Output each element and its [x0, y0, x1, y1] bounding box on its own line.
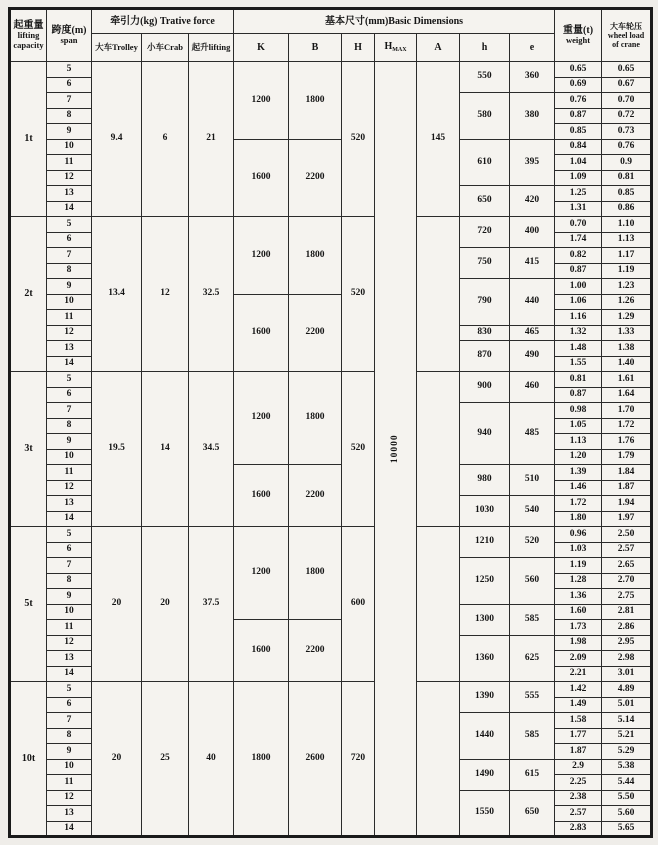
capacity-header-en1: lifting: [17, 30, 40, 41]
dim-K-cell: 1600: [234, 139, 289, 217]
lifting-force-cell: 40: [189, 682, 234, 837]
weight-cell: 1.19: [555, 558, 602, 574]
dim-h-cell: 720: [460, 217, 510, 248]
dim-H-cell: 600: [342, 527, 375, 682]
wheel-load-cell: 2.95: [602, 635, 652, 651]
wheel-load-cell: 2.50: [602, 527, 652, 543]
dim-B-cell: 1800: [289, 372, 342, 465]
wheel-load-cell: 2.70: [602, 573, 652, 589]
dim-K-cell: 1800: [234, 682, 289, 837]
weight-cell: 1.31: [555, 201, 602, 217]
dim-H-cell: 520: [342, 62, 375, 217]
wheel-load-cell: 1.61: [602, 372, 652, 388]
dim-B-cell: 1800: [289, 62, 342, 140]
weight-cell: 1.49: [555, 697, 602, 713]
dim-e-cell: 625: [510, 635, 555, 682]
wheel-load-cell: 1.10: [602, 217, 652, 233]
span-cell: 11: [47, 465, 92, 481]
dim-h-cell: 610: [460, 139, 510, 186]
dim-h-cell: 1360: [460, 635, 510, 682]
dim-h-cell: 980: [460, 465, 510, 496]
wheel-load-cell: 1.87: [602, 480, 652, 496]
col-header-H: H: [342, 34, 375, 62]
lifting-force-cell: 37.5: [189, 527, 234, 682]
table-body: [10, 62, 652, 837]
wheel-load-cell: 5.50: [602, 790, 652, 806]
weight-cell: 2.09: [555, 651, 602, 667]
weight-cell: 1.73: [555, 620, 602, 636]
dim-h-cell: 870: [460, 341, 510, 372]
span-cell: 9: [47, 589, 92, 605]
dim-e-cell: 395: [510, 139, 555, 186]
dim-h-cell: 1550: [460, 790, 510, 837]
wheel-load-cell: 0.67: [602, 77, 652, 93]
dim-e-cell: 510: [510, 465, 555, 496]
crab-force-cell: 20: [142, 527, 189, 682]
wheel-load-cell: 1.94: [602, 496, 652, 512]
wheel-load-cell: 0.76: [602, 139, 652, 155]
span-cell: 14: [47, 356, 92, 372]
dim-e-cell: 490: [510, 341, 555, 372]
span-cell: 11: [47, 620, 92, 636]
span-cell: 9: [47, 744, 92, 760]
weight-header-zh: 重量(t): [563, 24, 594, 36]
capacity-cell: 2t: [10, 217, 47, 372]
dim-B-cell: 1800: [289, 217, 342, 295]
col-header-span: [47, 9, 92, 62]
weight-cell: 2.25: [555, 775, 602, 791]
wheel-load-cell: 2.86: [602, 620, 652, 636]
dim-A-cell: [417, 217, 460, 372]
span-cell: 7: [47, 248, 92, 264]
crab-force-cell: 6: [142, 62, 189, 217]
col-header-crab: 小车Crab: [142, 34, 189, 62]
dim-K-cell: 1600: [234, 465, 289, 527]
wheel-load-cell: 1.33: [602, 325, 652, 341]
dim-H-cell: 520: [342, 217, 375, 372]
dim-A-cell: [417, 527, 460, 682]
dim-K-cell: 1200: [234, 372, 289, 465]
wheel-load-cell: 2.81: [602, 604, 652, 620]
wheel-load-cell: 1.17: [602, 248, 652, 264]
table-header: [10, 9, 652, 62]
weight-cell: 2.38: [555, 790, 602, 806]
span-cell: 14: [47, 666, 92, 682]
span-cell: 5: [47, 372, 92, 388]
dim-h-cell: 650: [460, 186, 510, 217]
dim-h-cell: 580: [460, 93, 510, 140]
span-cell: 5: [47, 62, 92, 78]
dim-e-cell: 400: [510, 217, 555, 248]
span-cell: 10: [47, 604, 92, 620]
lifting-force-cell: 21: [189, 62, 234, 217]
dim-e-cell: 650: [510, 790, 555, 837]
weight-cell: 1.09: [555, 170, 602, 186]
wheel-load-cell: 5.44: [602, 775, 652, 791]
weight-cell: 1.60: [555, 604, 602, 620]
span-cell: 8: [47, 263, 92, 279]
weight-cell: 0.87: [555, 108, 602, 124]
weight-cell: 0.82: [555, 248, 602, 264]
table-row: [10, 527, 652, 543]
wheel-load-cell: 1.29: [602, 310, 652, 326]
span-cell: 6: [47, 387, 92, 403]
dim-B-cell: 1800: [289, 527, 342, 620]
crab-force-cell: 14: [142, 372, 189, 527]
dim-B-cell: 2200: [289, 139, 342, 217]
wheel-load-cell: 1.38: [602, 341, 652, 357]
span-cell: 14: [47, 821, 92, 837]
dim-H-cell: 720: [342, 682, 375, 837]
span-cell: 12: [47, 170, 92, 186]
dim-K-cell: 1200: [234, 62, 289, 140]
wheel-load-cell: 1.72: [602, 418, 652, 434]
col-header-h: h: [460, 34, 510, 62]
wheel-load-cell: 1.26: [602, 294, 652, 310]
span-cell: 6: [47, 77, 92, 93]
col-header-capacity: [10, 9, 47, 62]
table-row: [10, 62, 652, 78]
trolley-force-cell: 9.4: [92, 62, 142, 217]
weight-cell: 1.72: [555, 496, 602, 512]
weight-cell: 1.06: [555, 294, 602, 310]
wheel-header-zh: 大车轮压: [610, 21, 643, 31]
dim-e-cell: 555: [510, 682, 555, 713]
trolley-force-cell: 13.4: [92, 217, 142, 372]
wheel-load-cell: 0.65: [602, 62, 652, 78]
wheel-load-cell: 1.40: [602, 356, 652, 372]
weight-cell: 1.42: [555, 682, 602, 698]
dim-h-cell: 1300: [460, 604, 510, 635]
dim-e-cell: 380: [510, 93, 555, 140]
wheel-load-cell: 2.98: [602, 651, 652, 667]
weight-cell: 0.96: [555, 527, 602, 543]
weight-cell: 0.76: [555, 93, 602, 109]
span-cell: 10: [47, 449, 92, 465]
weight-cell: 1.28: [555, 573, 602, 589]
wheel-load-cell: 1.84: [602, 465, 652, 481]
capacity-header-en2: capacity: [13, 40, 44, 51]
col-header-A: A: [417, 34, 460, 62]
hmax-header-sub: MAX: [392, 47, 407, 54]
dim-A-cell: 145: [417, 62, 460, 217]
span-cell: 8: [47, 108, 92, 124]
weight-cell: 1.98: [555, 635, 602, 651]
dim-K-cell: 1200: [234, 217, 289, 295]
dim-e-cell: 585: [510, 713, 555, 760]
wheel-load-cell: 0.72: [602, 108, 652, 124]
wheel-load-cell: 0.9: [602, 155, 652, 171]
span-cell: 12: [47, 480, 92, 496]
weight-cell: 0.98: [555, 403, 602, 419]
weight-cell: 1.74: [555, 232, 602, 248]
capacity-cell: 3t: [10, 372, 47, 527]
span-cell: 6: [47, 542, 92, 558]
span-cell: 5: [47, 682, 92, 698]
dim-h-cell: 830: [460, 325, 510, 341]
capacity-cell: 1t: [10, 62, 47, 217]
weight-cell: 1.77: [555, 728, 602, 744]
trolley-force-cell: 20: [92, 527, 142, 682]
capacity-cell: 10t: [10, 682, 47, 837]
wheel-load-cell: 0.85: [602, 186, 652, 202]
dim-B-cell: 2200: [289, 465, 342, 527]
dim-e-cell: 520: [510, 527, 555, 558]
span-cell: 13: [47, 186, 92, 202]
weight-cell: 2.57: [555, 806, 602, 822]
span-cell: 14: [47, 511, 92, 527]
span-header-en: span: [60, 35, 78, 46]
col-header-traction: 牵引力(kg) Trative force: [92, 9, 234, 34]
col-header-e: e: [510, 34, 555, 62]
dim-e-cell: 465: [510, 325, 555, 341]
wheel-load-cell: 5.29: [602, 744, 652, 760]
weight-cell: 0.87: [555, 387, 602, 403]
weight-cell: 2.9: [555, 759, 602, 775]
lifting-force-cell: 34.5: [189, 372, 234, 527]
weight-cell: 1.55: [555, 356, 602, 372]
span-cell: 13: [47, 341, 92, 357]
dim-h-cell: 1390: [460, 682, 510, 713]
dim-h-cell: 1250: [460, 558, 510, 605]
wheel-load-cell: 5.14: [602, 713, 652, 729]
trolley-force-cell: 19.5: [92, 372, 142, 527]
col-header-K: K: [234, 34, 289, 62]
weight-cell: 1.20: [555, 449, 602, 465]
dim-h-cell: 550: [460, 62, 510, 93]
dim-A-cell: [417, 682, 460, 837]
span-cell: 5: [47, 217, 92, 233]
dim-B-cell: 2200: [289, 294, 342, 372]
col-header-B: B: [289, 34, 342, 62]
dim-A-cell: [417, 372, 460, 527]
wheel-load-cell: 1.70: [602, 403, 652, 419]
wheel-load-cell: 0.70: [602, 93, 652, 109]
dim-h-cell: 1490: [460, 759, 510, 790]
wheel-load-cell: 5.21: [602, 728, 652, 744]
span-header-zh: 跨度(m): [51, 24, 87, 36]
wheel-load-cell: 1.79: [602, 449, 652, 465]
dim-e-cell: 415: [510, 248, 555, 279]
dim-e-cell: 585: [510, 604, 555, 635]
header-row-1: [10, 9, 652, 34]
wheel-load-cell: 4.89: [602, 682, 652, 698]
wheel-load-cell: 2.65: [602, 558, 652, 574]
dim-e-cell: 460: [510, 372, 555, 403]
span-cell: 11: [47, 155, 92, 171]
dim-e-cell: 560: [510, 558, 555, 605]
weight-cell: 1.05: [555, 418, 602, 434]
wheel-load-cell: 1.13: [602, 232, 652, 248]
weight-cell: 1.16: [555, 310, 602, 326]
dim-e-cell: 360: [510, 62, 555, 93]
weight-cell: 1.80: [555, 511, 602, 527]
span-cell: 9: [47, 124, 92, 140]
hmax-header-main: H: [384, 41, 393, 53]
span-cell: 8: [47, 418, 92, 434]
span-cell: 9: [47, 279, 92, 295]
weight-cell: 1.48: [555, 341, 602, 357]
span-cell: 12: [47, 790, 92, 806]
wheel-load-cell: 1.19: [602, 263, 652, 279]
wheel-load-cell: 2.75: [602, 589, 652, 605]
dim-B-cell: 2200: [289, 620, 342, 682]
dim-h-cell: 940: [460, 403, 510, 465]
span-cell: 13: [47, 496, 92, 512]
span-cell: 13: [47, 806, 92, 822]
dim-h-cell: 900: [460, 372, 510, 403]
span-cell: 11: [47, 775, 92, 791]
weight-cell: 1.36: [555, 589, 602, 605]
weight-cell: 2.83: [555, 821, 602, 837]
wheel-load-cell: 0.81: [602, 170, 652, 186]
span-cell: 6: [47, 232, 92, 248]
weight-cell: 1.04: [555, 155, 602, 171]
dim-e-cell: 615: [510, 759, 555, 790]
col-header-trolley: 大车Trolley: [92, 34, 142, 62]
col-header-weight: [555, 9, 602, 62]
dim-B-cell: 2600: [289, 682, 342, 837]
weight-cell: 0.85: [555, 124, 602, 140]
weight-cell: 1.46: [555, 480, 602, 496]
table-row: [10, 682, 652, 698]
dim-Hmax-cell: [375, 62, 417, 837]
span-cell: 5: [47, 527, 92, 543]
wheel-load-cell: 5.01: [602, 697, 652, 713]
span-cell: 11: [47, 310, 92, 326]
dim-K-cell: 1600: [234, 620, 289, 682]
wheel-load-cell: 0.73: [602, 124, 652, 140]
table-row: [10, 217, 652, 233]
weight-cell: 1.25: [555, 186, 602, 202]
span-cell: 7: [47, 558, 92, 574]
weight-cell: 1.32: [555, 325, 602, 341]
wheel-load-cell: 1.23: [602, 279, 652, 295]
trolley-force-cell: 20: [92, 682, 142, 837]
wheel-load-cell: 5.38: [602, 759, 652, 775]
crab-force-cell: 12: [142, 217, 189, 372]
span-cell: 12: [47, 325, 92, 341]
span-cell: 14: [47, 201, 92, 217]
span-cell: 8: [47, 728, 92, 744]
dim-e-cell: 540: [510, 496, 555, 527]
crab-force-cell: 25: [142, 682, 189, 837]
wheel-load-cell: 5.60: [602, 806, 652, 822]
wheel-header-en2: of crane: [612, 40, 640, 50]
col-header-wheel-load: [602, 9, 652, 62]
wheel-load-cell: 1.97: [602, 511, 652, 527]
dim-h-cell: 750: [460, 248, 510, 279]
col-header-Hmax: [375, 34, 417, 62]
span-cell: 8: [47, 573, 92, 589]
capacity-header-zh: 起重量: [13, 19, 44, 31]
weight-cell: 1.58: [555, 713, 602, 729]
span-cell: 6: [47, 697, 92, 713]
table-row: [10, 372, 652, 388]
weight-cell: 1.39: [555, 465, 602, 481]
weight-header-en: weight: [566, 35, 591, 46]
span-cell: 10: [47, 139, 92, 155]
span-cell: 10: [47, 294, 92, 310]
hmax-value: 10000: [389, 434, 400, 463]
weight-cell: 0.69: [555, 77, 602, 93]
weight-cell: 0.70: [555, 217, 602, 233]
span-cell: 7: [47, 403, 92, 419]
weight-cell: 1.87: [555, 744, 602, 760]
capacity-cell: 5t: [10, 527, 47, 682]
weight-cell: 0.65: [555, 62, 602, 78]
weight-cell: 1.03: [555, 542, 602, 558]
span-cell: 9: [47, 434, 92, 450]
dim-h-cell: 790: [460, 279, 510, 326]
dim-K-cell: 1600: [234, 294, 289, 372]
wheel-load-cell: 1.64: [602, 387, 652, 403]
dim-K-cell: 1200: [234, 527, 289, 620]
dim-H-cell: 520: [342, 372, 375, 527]
wheel-load-cell: 0.86: [602, 201, 652, 217]
span-cell: 7: [47, 713, 92, 729]
wheel-load-cell: 5.65: [602, 821, 652, 837]
span-cell: 7: [47, 93, 92, 109]
wheel-load-cell: 3.01: [602, 666, 652, 682]
dim-h-cell: 1440: [460, 713, 510, 760]
dim-e-cell: 485: [510, 403, 555, 465]
span-cell: 13: [47, 651, 92, 667]
crane-spec-table: [8, 7, 653, 838]
lifting-force-cell: 32.5: [189, 217, 234, 372]
dim-e-cell: 420: [510, 186, 555, 217]
wheel-load-cell: 1.76: [602, 434, 652, 450]
col-header-lifting: 起升lifting: [189, 34, 234, 62]
span-cell: 12: [47, 635, 92, 651]
weight-cell: 1.13: [555, 434, 602, 450]
span-cell: 10: [47, 759, 92, 775]
weight-cell: 0.87: [555, 263, 602, 279]
dim-h-cell: 1030: [460, 496, 510, 527]
dim-h-cell: 1210: [460, 527, 510, 558]
wheel-header-en1: wheel load: [607, 30, 645, 40]
weight-cell: 2.21: [555, 666, 602, 682]
weight-cell: 0.84: [555, 139, 602, 155]
dim-e-cell: 440: [510, 279, 555, 326]
weight-cell: 0.81: [555, 372, 602, 388]
weight-cell: 1.00: [555, 279, 602, 295]
wheel-load-cell: 2.57: [602, 542, 652, 558]
col-header-dimensions: 基本尺寸(mm)Basic Dimensions: [234, 9, 555, 34]
